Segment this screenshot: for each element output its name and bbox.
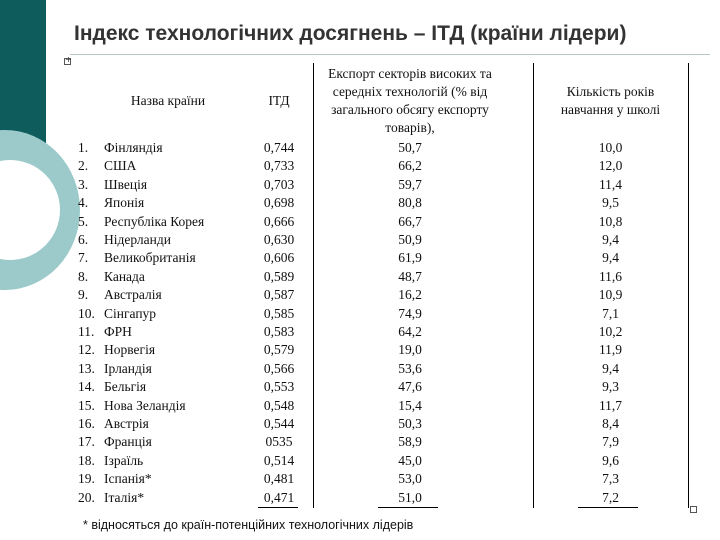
itd-value: 0,606 bbox=[263, 250, 295, 266]
row-number: 4. bbox=[78, 195, 89, 211]
itd-value: 0,666 bbox=[263, 213, 295, 229]
export-value: 58,9 bbox=[398, 434, 422, 450]
row-number: 6. bbox=[78, 232, 89, 247]
country-name: Нідерланди bbox=[104, 232, 171, 247]
table-row-country bbox=[78, 360, 258, 378]
itd-value: 0,566 bbox=[263, 360, 295, 376]
export-value: 51,0 bbox=[398, 489, 422, 505]
export-value: 19,0 bbox=[398, 342, 422, 358]
export-value: 61,9 bbox=[398, 250, 422, 266]
row-number: 3. bbox=[78, 176, 89, 192]
school-years-value: 9,4 bbox=[602, 250, 619, 266]
school-years-value: 8,4 bbox=[602, 416, 619, 431]
itd-value: 0,630 bbox=[263, 232, 295, 247]
table-row-country bbox=[78, 397, 258, 415]
row-number: 5. bbox=[78, 213, 89, 229]
column-divider bbox=[313, 63, 314, 508]
country-name: Ізраїль bbox=[104, 452, 144, 468]
school-years-value: 12,0 bbox=[598, 158, 623, 174]
school-years-value: 11,6 bbox=[598, 268, 623, 284]
row-number: 18. bbox=[78, 452, 95, 468]
row-number: 15. bbox=[78, 397, 95, 413]
school-years-value: 11,9 bbox=[598, 342, 623, 358]
table-move-handle[interactable] bbox=[64, 58, 71, 65]
country-name: США bbox=[104, 158, 137, 174]
export-value: 74,9 bbox=[398, 305, 422, 321]
table-row-country bbox=[78, 213, 258, 231]
itd-value: 0,733 bbox=[263, 158, 295, 174]
row-number: 2. bbox=[78, 158, 89, 174]
row-number: 14. bbox=[78, 379, 95, 395]
footnote: * відносяться до країн-потенційних технологічних лідерів bbox=[83, 518, 414, 532]
itd-value: 0,698 bbox=[263, 195, 295, 211]
country-name: Норвегія bbox=[104, 342, 156, 358]
export-value: 50,3 bbox=[398, 416, 422, 431]
country-name: Нова Зеландія bbox=[104, 397, 186, 413]
table-row-country bbox=[78, 378, 258, 396]
country-name: Японія bbox=[104, 195, 145, 211]
table-row-country bbox=[78, 489, 258, 507]
country-name: Франція bbox=[104, 434, 152, 450]
table-row-country bbox=[78, 470, 258, 488]
country-name: Фінляндія bbox=[104, 140, 163, 155]
itd-value: 0,583 bbox=[263, 324, 295, 339]
row-number: 9. bbox=[78, 287, 89, 303]
country-name: Італія* bbox=[104, 489, 145, 505]
table-row-country bbox=[78, 139, 258, 157]
export-value: 47,6 bbox=[398, 379, 422, 395]
table-row-country bbox=[78, 323, 258, 341]
export-value: 16,2 bbox=[398, 287, 422, 303]
row-number: 13. bbox=[78, 360, 95, 376]
technology-index-table bbox=[78, 63, 689, 508]
itd-value: 0,514 bbox=[263, 452, 295, 468]
export-value: 48,7 bbox=[398, 268, 422, 284]
row-number: 12. bbox=[78, 342, 95, 358]
school-years-value: 7,9 bbox=[602, 434, 619, 450]
school-years-value: 10,0 bbox=[598, 140, 623, 155]
export-column-underline bbox=[378, 507, 438, 508]
school-years-value: 10,9 bbox=[598, 287, 623, 303]
school-years-value: 10,2 bbox=[598, 324, 623, 339]
table-row-country bbox=[78, 194, 258, 212]
export-value: 53,0 bbox=[398, 471, 422, 487]
itd-value: 0,589 bbox=[263, 268, 295, 284]
export-value: 66,2 bbox=[398, 158, 422, 174]
country-name: Бельгія bbox=[104, 379, 147, 395]
row-number: 19. bbox=[78, 471, 95, 487]
country-name: Швеція bbox=[104, 176, 148, 192]
itd-value: 0,553 bbox=[263, 379, 295, 395]
itd-value: 0,544 bbox=[263, 416, 295, 431]
slide-title: Індекс технологічних досягнень – ІТД (країни лідери) bbox=[74, 22, 627, 45]
school-years-value: 7,3 bbox=[602, 471, 619, 487]
table-row-country bbox=[78, 415, 258, 433]
table-row-country bbox=[78, 268, 258, 286]
country-name: Австрія bbox=[104, 416, 149, 431]
row-number: 1. bbox=[78, 140, 89, 155]
school-years-value: 9,5 bbox=[602, 195, 619, 211]
country-name: Канада bbox=[104, 268, 145, 284]
header-school-years: Кількість років навчання у школі bbox=[560, 84, 661, 117]
itd-value: 0,471 bbox=[263, 489, 295, 505]
school-years-value: 11,4 bbox=[598, 176, 623, 192]
country-name: Республіка Корея bbox=[104, 213, 205, 229]
itd-value: 0,744 bbox=[263, 140, 295, 155]
column-divider bbox=[688, 63, 689, 508]
table-row-country bbox=[78, 341, 258, 359]
school-years-value: 9,4 bbox=[602, 232, 619, 247]
table-row-country bbox=[78, 249, 258, 267]
column-divider bbox=[533, 63, 534, 508]
row-number: 8. bbox=[78, 268, 89, 284]
school-years-value: 9,6 bbox=[602, 452, 619, 468]
export-value: 66,7 bbox=[398, 213, 422, 229]
country-name: Ірландія bbox=[104, 360, 152, 376]
itd-value: 0,703 bbox=[263, 176, 295, 192]
export-value: 53,6 bbox=[398, 360, 422, 376]
country-name: ФРН bbox=[104, 324, 132, 339]
country-name: Великобританія bbox=[104, 250, 196, 266]
country-name: Іспанія* bbox=[104, 471, 152, 487]
table-row-country bbox=[78, 305, 258, 323]
school-years-value: 10,8 bbox=[598, 213, 623, 229]
export-value: 50,9 bbox=[398, 232, 422, 247]
school-years-value: 11,7 bbox=[598, 397, 623, 413]
export-value: 45,0 bbox=[398, 452, 422, 468]
school-years-value: 7,1 bbox=[602, 305, 619, 321]
table-row-country bbox=[78, 231, 258, 249]
row-number: 11. bbox=[78, 324, 95, 339]
table-row-country bbox=[78, 452, 258, 470]
export-value: 15,4 bbox=[398, 397, 422, 413]
row-number: 17. bbox=[78, 434, 95, 450]
itd-value: 0,585 bbox=[263, 305, 295, 321]
row-number: 16. bbox=[78, 416, 95, 431]
row-number: 7. bbox=[78, 250, 89, 266]
country-name: Австралія bbox=[104, 287, 162, 303]
header-country: Назва країни bbox=[130, 93, 206, 108]
export-value: 80,8 bbox=[398, 195, 422, 211]
itd-value: 0535 bbox=[265, 434, 293, 450]
itd-value: 0,579 bbox=[263, 342, 295, 358]
table-row-country bbox=[78, 433, 258, 451]
header-export: Експорт секторів високих та середніх технологій (% від загального обсягу експорту товарів), bbox=[328, 66, 492, 135]
header-itd: ІТД bbox=[268, 93, 290, 108]
row-number: 10. bbox=[78, 305, 95, 321]
itd-value: 0,548 bbox=[263, 397, 295, 413]
table-row-country bbox=[78, 286, 258, 304]
years-column-underline bbox=[578, 507, 638, 508]
export-value: 50,7 bbox=[398, 140, 422, 155]
itd-value: 0,587 bbox=[263, 287, 295, 303]
country-name: Сінгапур bbox=[104, 305, 157, 321]
itd-value: 0,481 bbox=[263, 471, 295, 487]
title-divider bbox=[70, 54, 710, 55]
row-number: 20. bbox=[78, 489, 95, 505]
itd-column-underline bbox=[258, 507, 298, 508]
school-years-value: 9,4 bbox=[602, 360, 619, 376]
school-years-value: 7,2 bbox=[602, 489, 619, 505]
school-years-value: 9,3 bbox=[602, 379, 619, 395]
table-row-country bbox=[78, 176, 258, 194]
table-resize-handle[interactable] bbox=[690, 506, 697, 513]
table-row-country bbox=[78, 157, 258, 175]
export-value: 59,7 bbox=[398, 176, 422, 192]
export-value: 64,2 bbox=[398, 324, 422, 339]
